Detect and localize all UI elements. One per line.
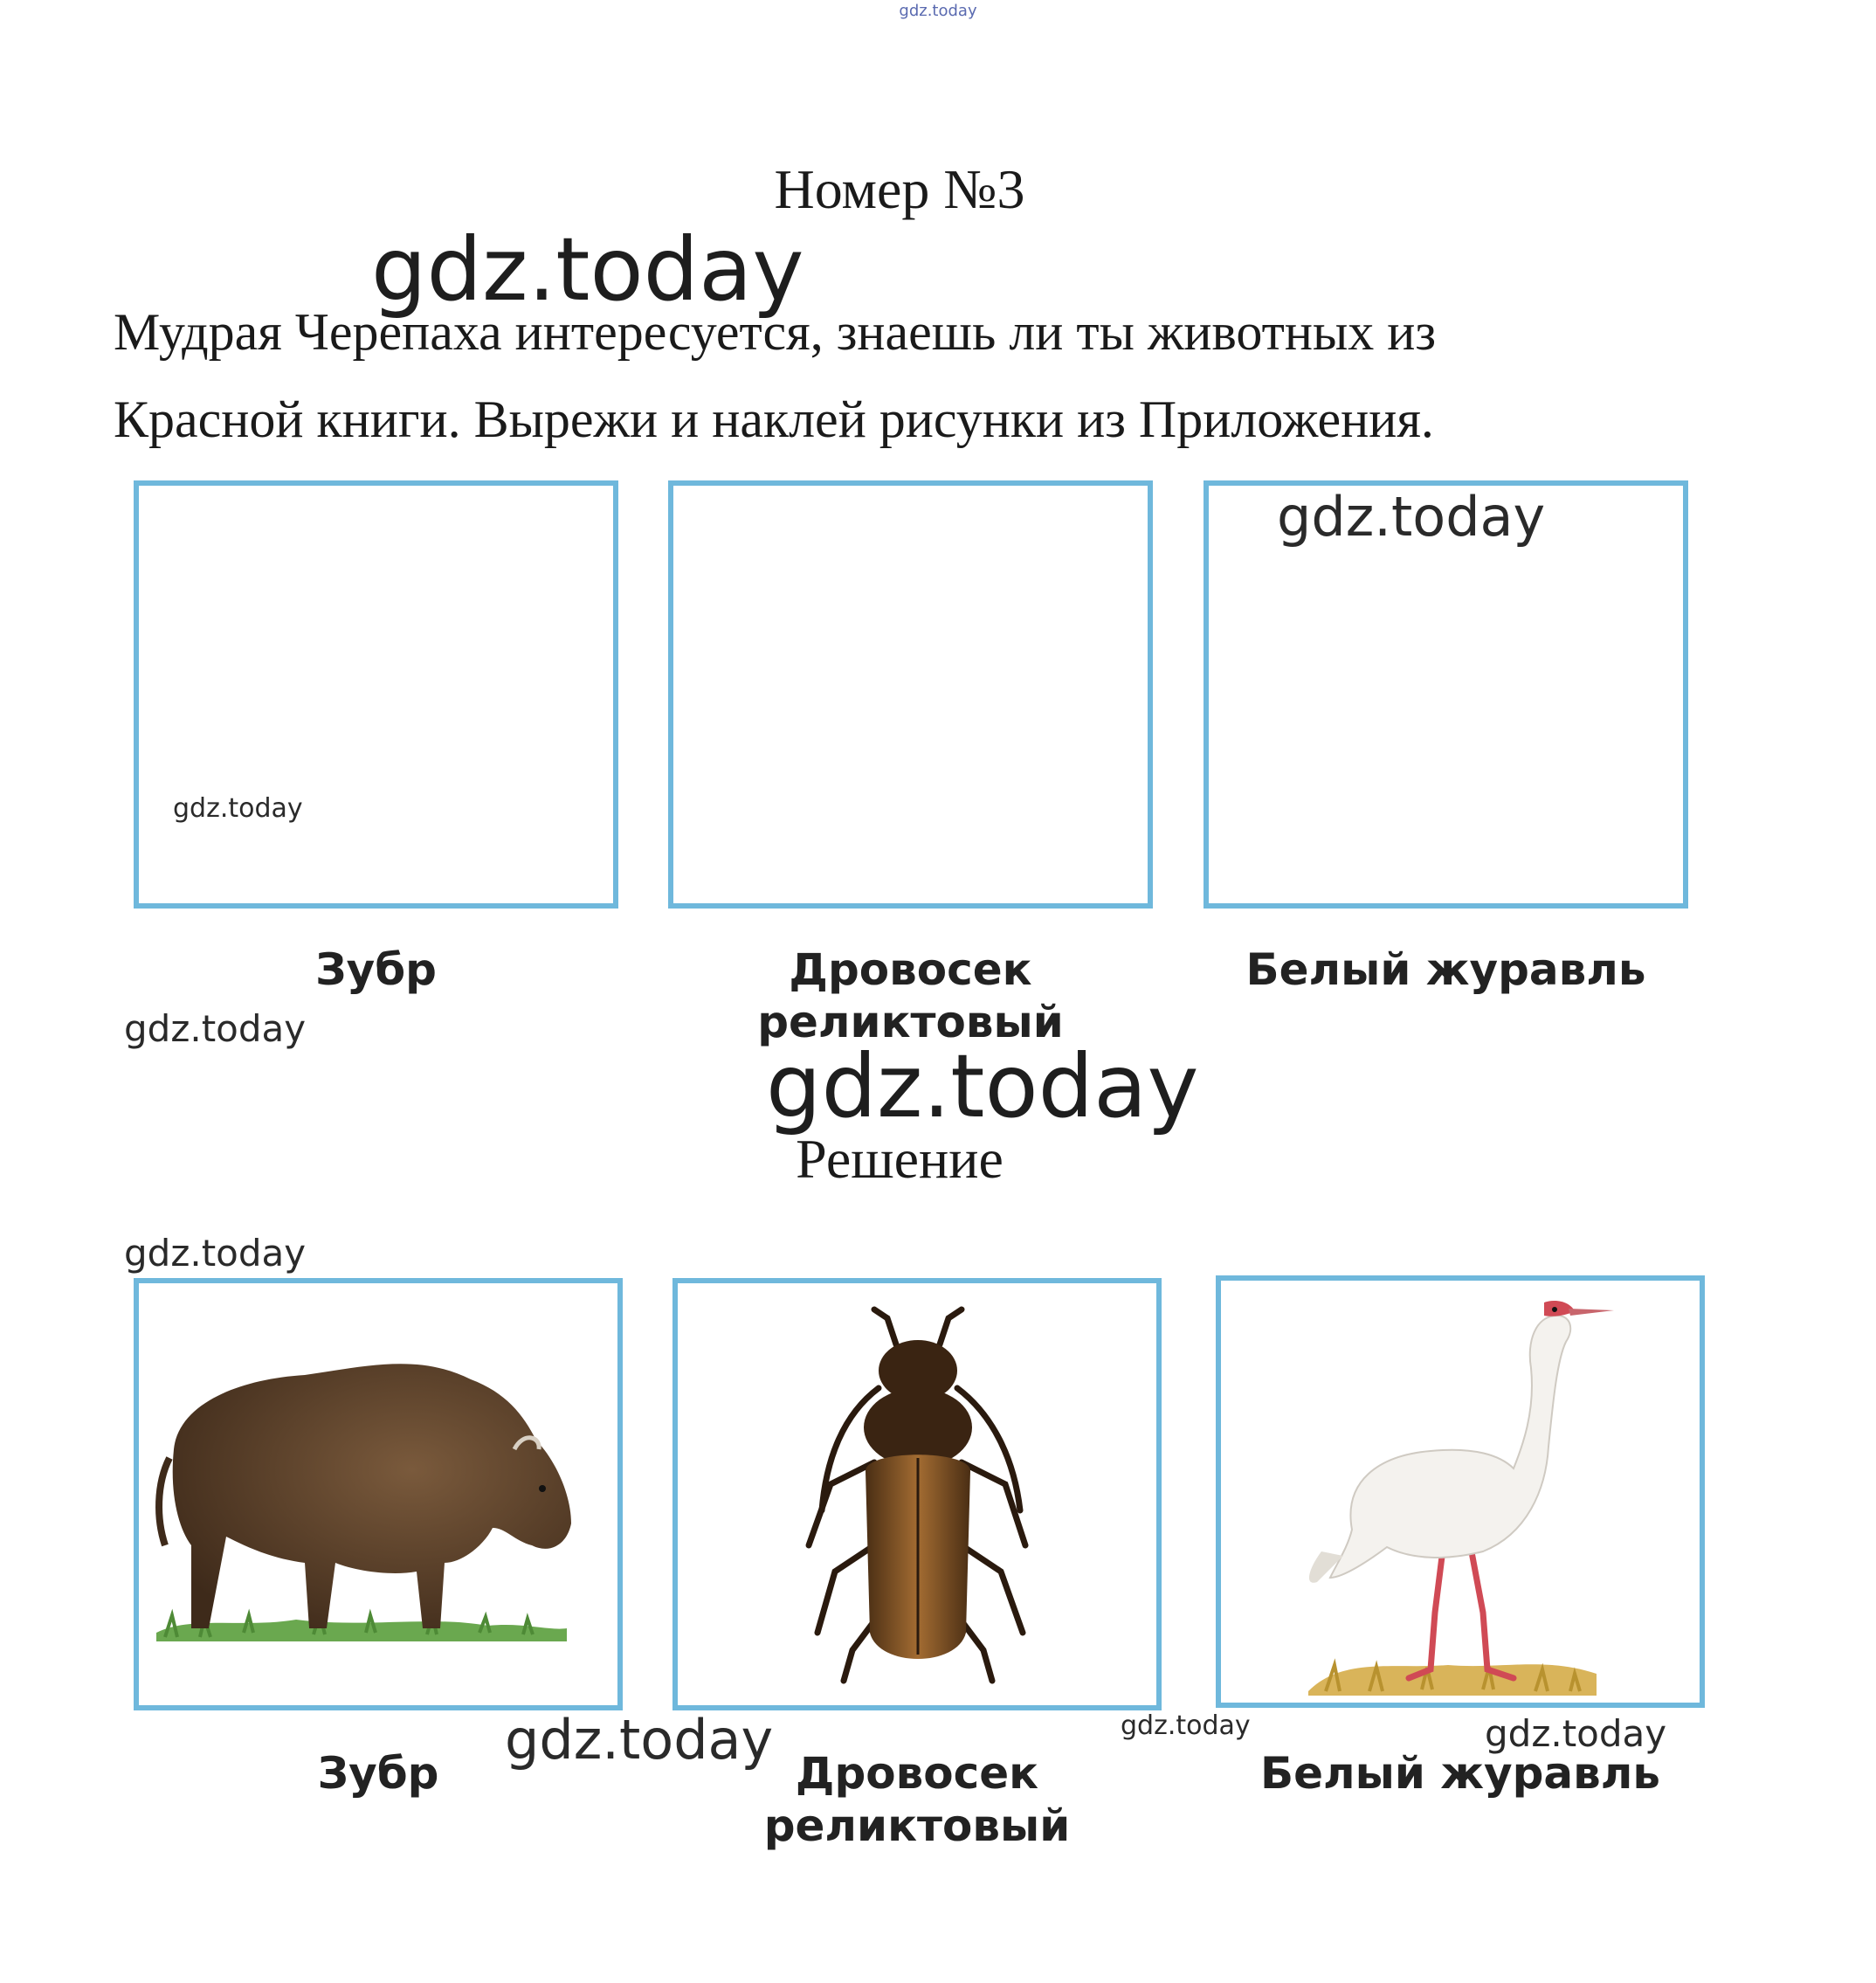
solution-label-beetle-line-2: реликтовый (763, 1800, 1071, 1851)
crane-illustration (1221, 1281, 1700, 1703)
label-beetle-line-2: реликтовый (757, 997, 1064, 1047)
watermark: gdz.today (1121, 1710, 1251, 1741)
label-bison: Зубр (315, 944, 437, 995)
solution-frame-crane (1216, 1275, 1705, 1708)
empty-frame-beetle (668, 480, 1153, 909)
solution-label-beetle-line-1: Дровосек (795, 1748, 1039, 1799)
task-text (114, 288, 1817, 463)
watermark: gdz.today (371, 218, 804, 321)
solution-label-bison: Зубр (317, 1748, 439, 1799)
solution-label-beetle (672, 1747, 1162, 1852)
task-line-1: Мудрая Черепаха интересуется, знаешь ли ты животных из (114, 303, 1437, 361)
solution-heading: Решение (796, 1128, 1004, 1190)
empty-frame-bison (134, 480, 618, 909)
watermark: gdz.today (1485, 1712, 1667, 1755)
watermark: gdz.today (173, 793, 303, 824)
solution-frame-bison (134, 1278, 623, 1710)
watermark-top: gdz.today (899, 2, 977, 20)
watermark: gdz.today (124, 1007, 307, 1050)
solution-frame-beetle (672, 1278, 1162, 1710)
bison-illustration (139, 1283, 617, 1705)
label-beetle (668, 943, 1153, 1048)
task-title: Номер №3 (774, 158, 1025, 220)
label-beetle-line-1: Дровосек (789, 944, 1032, 995)
watermark: gdz.today (505, 1708, 774, 1772)
watermark: gdz.today (766, 1035, 1199, 1137)
label-crane: Белый журавль (1245, 944, 1646, 995)
beetle-illustration (678, 1283, 1156, 1705)
watermark: gdz.today (1277, 485, 1546, 549)
watermark: gdz.today (124, 1232, 307, 1275)
task-line-2: Красной книги. Вырежи и наклей рисунки из Приложения. (114, 390, 1434, 448)
solution-label-crane: Белый журавль (1259, 1748, 1661, 1799)
